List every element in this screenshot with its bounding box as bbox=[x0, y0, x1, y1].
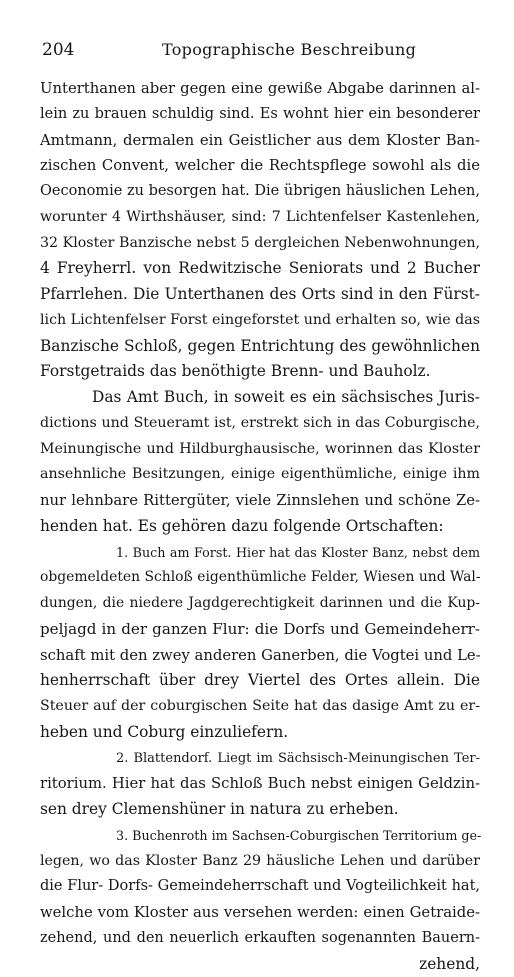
text-line: dictions und Steueramt ist, erstrekt sich in das Coburgische, bbox=[40, 411, 480, 437]
text-line: Unterthanen aber gegen eine gewiße Abgabe darinnen al- bbox=[40, 76, 480, 102]
text-line: legen, wo das Kloster Banz 29 häusliche Lehen und darüber bbox=[40, 849, 480, 875]
paragraph-start-line: Das Amt Buch, in soweit es ein sächsisches Juris- bbox=[40, 385, 480, 411]
text-line: obgemeldeten Schloß eigenthümliche Felder, Wiesen und Wal- bbox=[40, 565, 480, 591]
text-line: dungen, die niedere Jagdgerechtigkeit darinnen und die Kup- bbox=[40, 591, 480, 617]
text-line: ansehnliche Besitzungen, einige eigenthümliche, einige ihm bbox=[40, 462, 480, 488]
text-line: zehend, und den neuerlich erkauften sogenannten Bauern- bbox=[40, 926, 480, 952]
text-line: lich Lichtenfelser Forst eingeforstet und erhalten so, wie das bbox=[40, 308, 480, 334]
text-line: Pfarrlehen. Die Unterthanen des Orts sind in den Fürst- bbox=[40, 282, 480, 308]
page-number: 204 bbox=[42, 40, 162, 60]
body-text bbox=[40, 76, 480, 977]
text-line: schaft mit den zwey anderen Ganerben, die Vogtei und Le- bbox=[40, 643, 480, 669]
list-item-start-line: 3. Buchenroth im Sachsen-Coburgischen Territorium ge- bbox=[40, 823, 480, 849]
list-item-start-line: 1. Buch am Forst. Hier hat das Kloster Banz, nebst dem bbox=[40, 540, 480, 566]
text-line: peljagd in der ganzen Flur: die Dorfs und Gemeindeherr- bbox=[40, 617, 480, 643]
list-item-start-line: 2. Blattendorf. Liegt im Sächsisch-Meinungischen Ter- bbox=[40, 746, 480, 772]
text-line: Banzische Schloß, gegen Entrichtung des gewöhnlichen bbox=[40, 334, 480, 360]
text-line: henherrschaft über drey Viertel des Ortes allein. Die bbox=[40, 668, 480, 694]
text-line: 4 Freyherrl. von Redwitzische Seniorats und 2 Bucher bbox=[40, 256, 480, 282]
text-line: nur lehnbare Rittergüter, viele Zinnslehen und schöne Ze- bbox=[40, 488, 480, 514]
text-line: ritorium. Hier hat das Schloß Buch nebst einigen Geldzin- bbox=[40, 771, 480, 797]
text-line: worunter 4 Wirthshäuser, sind: 7 Lichtenfelser Kastenlehen, bbox=[40, 205, 480, 231]
text-line: henden hat. Es gehören dazu folgende Ortschaften: bbox=[40, 514, 480, 540]
text-line: Meinungische und Hildburghausische, worinnen das Kloster bbox=[40, 437, 480, 463]
text-line: Steuer auf der coburgischen Seite hat das dasige Amt zu er- bbox=[40, 694, 480, 720]
text-line: Oeconomie zu besorgen hat. Die übrigen häuslichen Lehen, bbox=[40, 179, 480, 205]
catchword: zehend, bbox=[40, 952, 480, 977]
text-line: 32 Kloster Banzische nebst 5 dergleichen Nebenwohnungen, bbox=[40, 231, 480, 257]
text-line: Forstgetraids das benöthigte Brenn- und Bauholz. bbox=[40, 359, 480, 385]
running-title: Topographische Beschreibung bbox=[162, 40, 416, 59]
text-line: zischen Convent, welcher die Rechtspflege sowohl als die bbox=[40, 153, 480, 179]
text-line: heben und Coburg einzuliefern. bbox=[40, 720, 480, 746]
page-header bbox=[42, 40, 480, 64]
text-line: Amtmann, dermalen ein Geistlicher aus dem Kloster Ban- bbox=[40, 128, 480, 154]
text-line: sen drey Clemenshüner in natura zu erheben. bbox=[40, 797, 480, 823]
text-line: lein zu brauen schuldig sind. Es wohnt hier ein besonderer bbox=[40, 102, 480, 128]
text-line: die Flur- Dorfs- Gemeindeherrschaft und Vogteilichkeit hat, bbox=[40, 874, 480, 900]
text-line: welche vom Kloster aus versehen werden: einen Getraide- bbox=[40, 900, 480, 926]
